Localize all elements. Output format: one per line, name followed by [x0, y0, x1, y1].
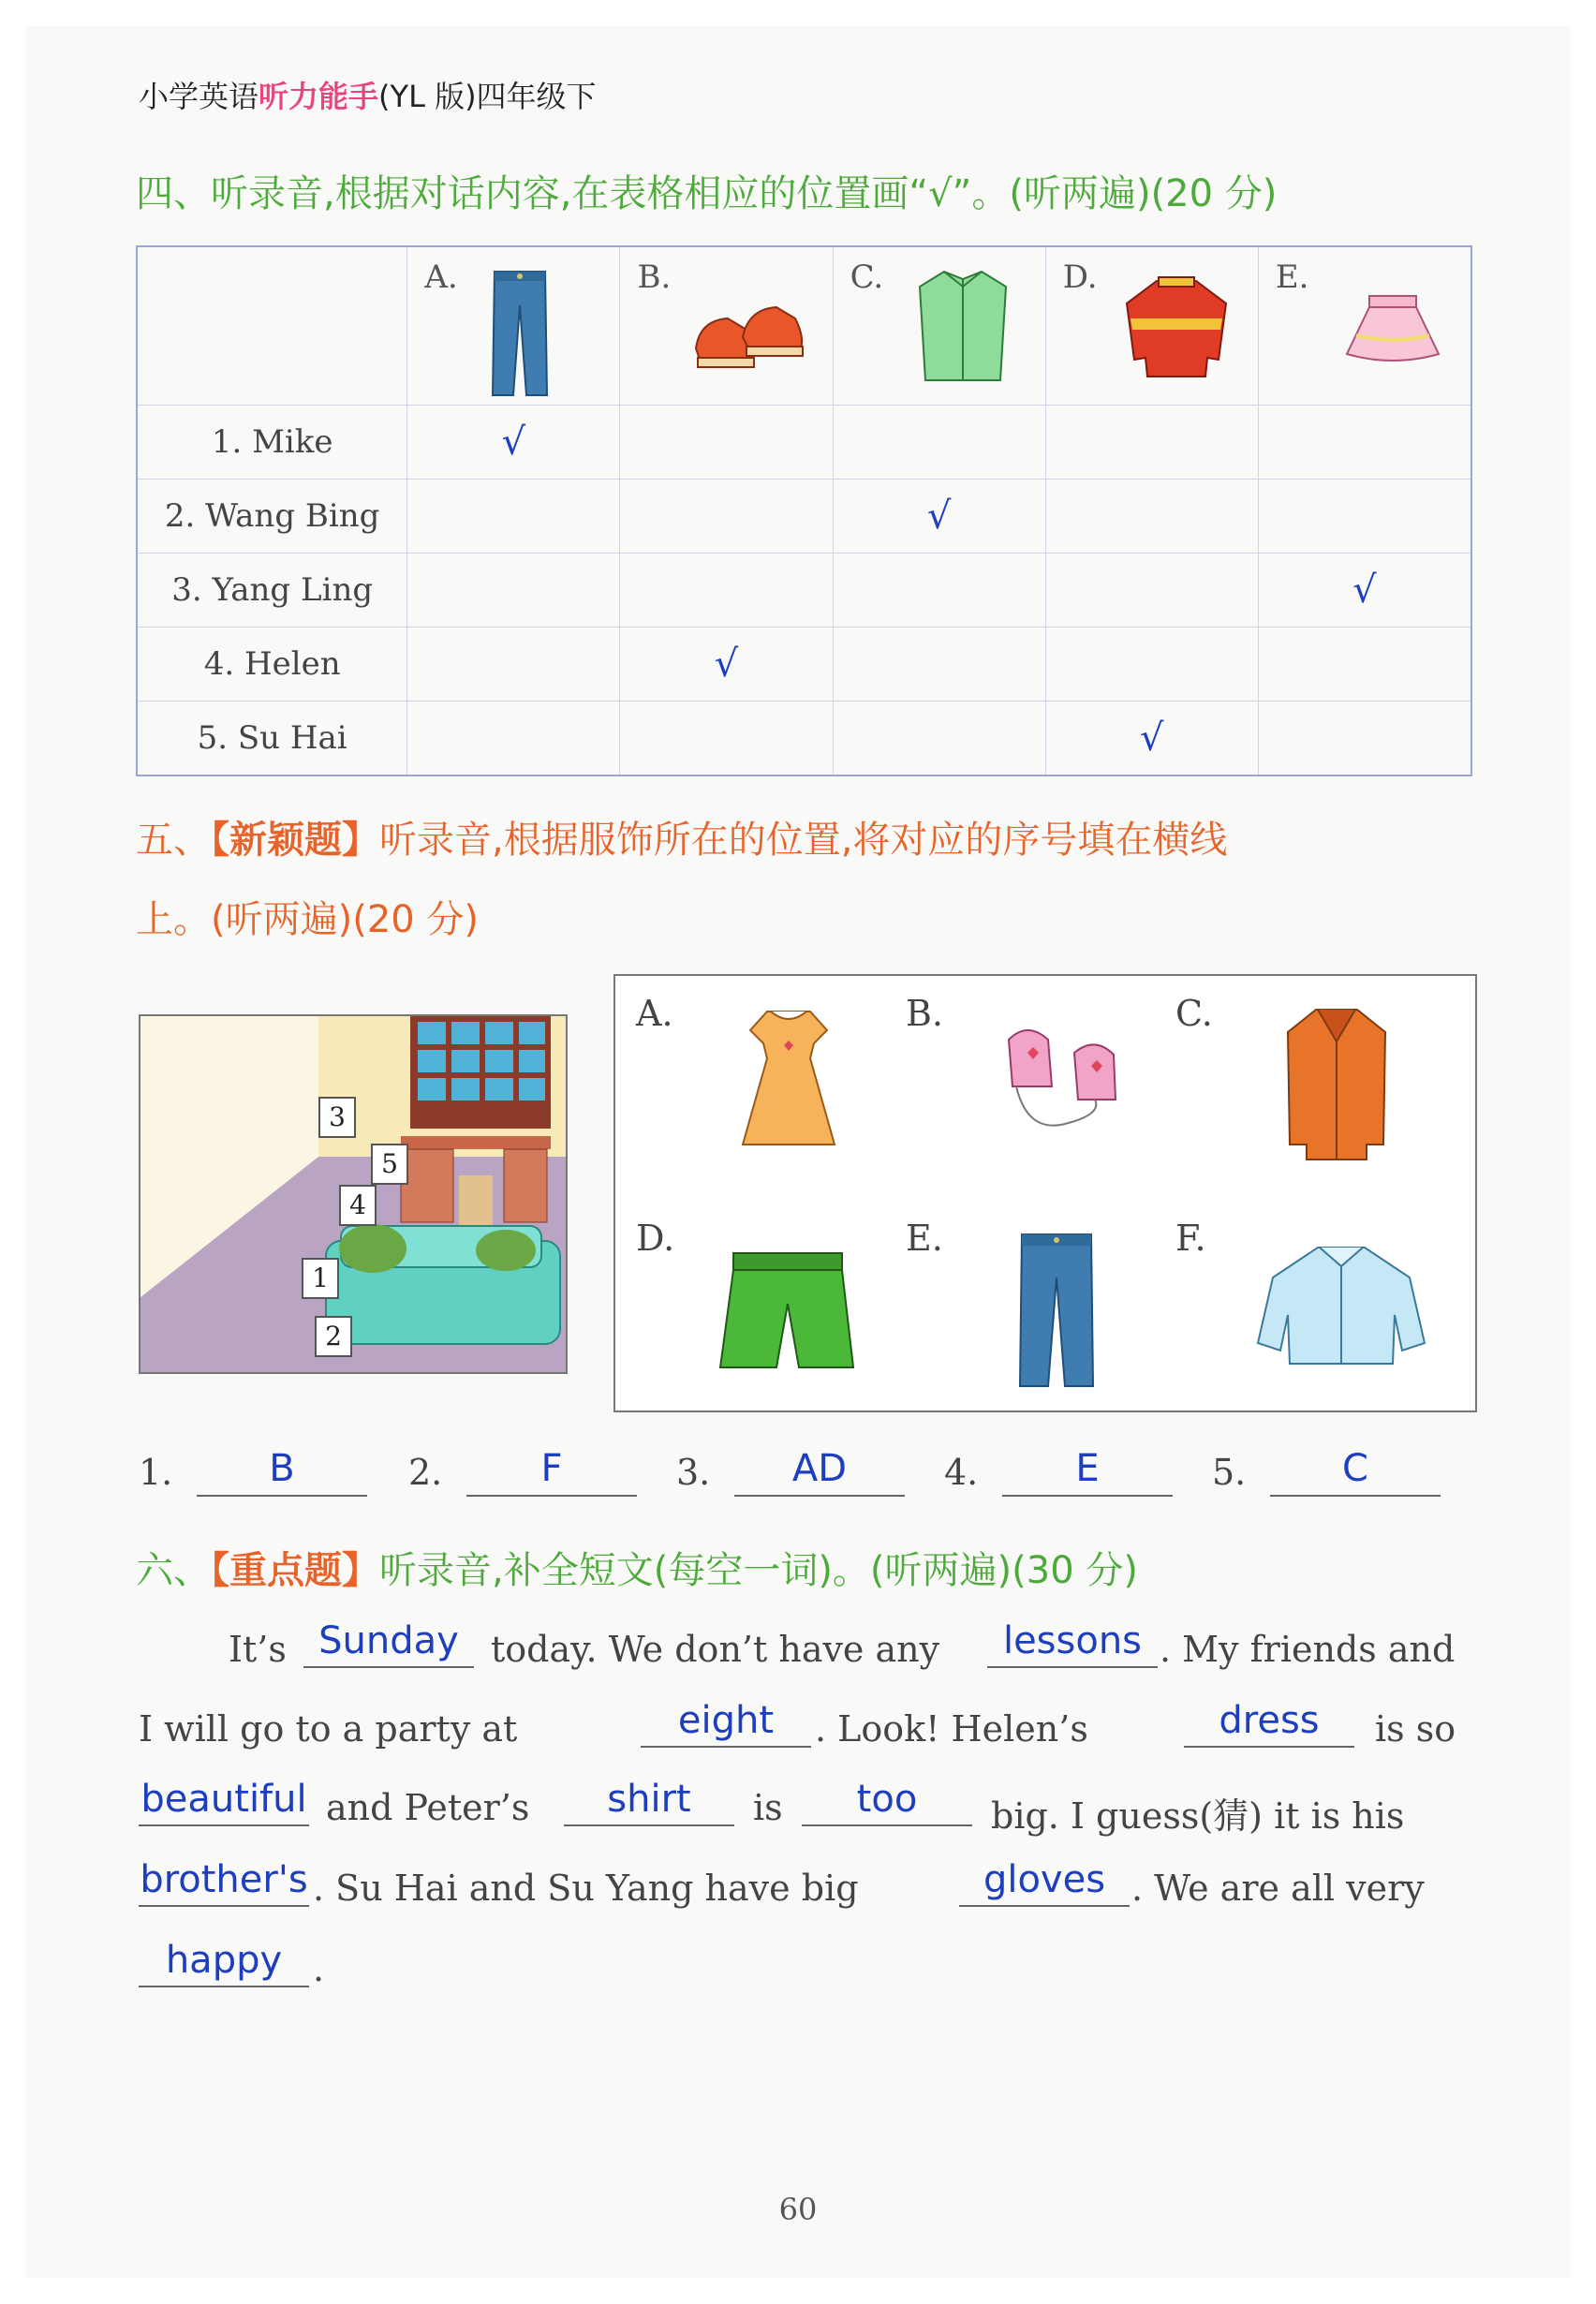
passage-text: .	[313, 1948, 325, 1989]
room-number-box: 4	[339, 1185, 377, 1226]
passage-blank[interactable]: gloves	[959, 1854, 1130, 1907]
option-label: C.	[1175, 993, 1213, 1034]
room-number-box: 5	[371, 1144, 408, 1185]
passage-text: . Look! Helen’s	[815, 1708, 1088, 1750]
tick-mark: √	[501, 421, 526, 464]
column-label: D.	[1062, 258, 1098, 296]
section5-answers	[139, 1442, 1469, 1499]
room-picture	[139, 1014, 568, 1374]
section5-title-line2: 上。(听两遍)(20 分)	[136, 898, 480, 941]
answer-number: 4.	[944, 1452, 979, 1493]
passage-blank[interactable]: too	[802, 1774, 972, 1826]
answer-cell	[407, 480, 620, 554]
answer-cell	[1258, 702, 1471, 776]
column-label: B.	[637, 258, 672, 296]
option-label: A.	[636, 993, 673, 1034]
answer-cell	[620, 628, 833, 702]
answer-cell	[833, 480, 1045, 554]
answer-cell	[620, 702, 833, 776]
dress-icon	[737, 1002, 840, 1152]
passage-line	[139, 1854, 1478, 1920]
section4-table	[136, 245, 1472, 776]
option-label: E.	[906, 1218, 943, 1259]
shorts-icon	[713, 1248, 863, 1379]
passage-text: and Peter’s	[326, 1787, 530, 1828]
room-number-box: 3	[318, 1097, 356, 1138]
passage-blank[interactable]: beautiful	[139, 1774, 309, 1826]
passage-blank[interactable]: shirt	[564, 1774, 734, 1826]
passage-blank[interactable]: dress	[1184, 1695, 1354, 1748]
column-label: C.	[850, 258, 884, 296]
passage-text: It’s	[229, 1629, 287, 1670]
tick-mark: √	[1352, 569, 1377, 612]
answer-blank[interactable]: AD	[734, 1442, 905, 1497]
sweater-icon	[1121, 275, 1232, 380]
answer-cell	[833, 554, 1045, 628]
table-row	[137, 406, 1471, 480]
book-header	[139, 73, 597, 116]
passage-blank[interactable]: eight	[641, 1695, 811, 1748]
shirt-icon	[916, 268, 1010, 388]
option-label: B.	[906, 993, 944, 1034]
coat-icon	[1280, 1004, 1393, 1163]
table-row	[137, 480, 1471, 554]
section6-title-text: 听录音,补全短文(每空一词)。(听两遍)(30 分)	[379, 1549, 1138, 1592]
passage-text: is	[753, 1787, 783, 1828]
tick-mark: √	[926, 495, 952, 538]
header-prefix: 小学英语	[139, 79, 259, 114]
answer-cell	[833, 406, 1045, 480]
passage-text: big. I guess(猜) it is his	[991, 1795, 1405, 1837]
passage-text: . We are all very	[1131, 1868, 1425, 1909]
answer-cell	[1258, 406, 1471, 480]
column-d	[1045, 246, 1258, 406]
answer-number: 1.	[139, 1452, 173, 1493]
jeans-icon	[1014, 1231, 1099, 1390]
student-name: 2. Wang Bing	[137, 480, 407, 554]
answer-cell	[833, 628, 1045, 702]
passage-line	[139, 1774, 1478, 1839]
answer-cell	[407, 554, 620, 628]
answer-blank[interactable]: F	[466, 1442, 637, 1497]
answer-blank[interactable]: E	[1002, 1442, 1173, 1497]
answer-cell	[1045, 480, 1258, 554]
passage-text: I will go to a party at	[139, 1708, 518, 1750]
student-name: 1. Mike	[137, 406, 407, 480]
section4-title: 四、听录音,根据对话内容,在表格相应的位置画“√”。(听两遍)(20 分)	[136, 172, 1278, 215]
tick-mark: √	[714, 642, 739, 686]
answer-cell	[620, 406, 833, 480]
column-a	[407, 246, 620, 406]
answer-blank[interactable]: B	[197, 1442, 367, 1497]
table-row	[137, 628, 1471, 702]
section5-prefix: 五、	[136, 819, 211, 862]
page-number: 60	[778, 2192, 818, 2227]
room-number-box: 1	[302, 1258, 339, 1299]
answer-cell	[1045, 406, 1258, 480]
passage-line	[139, 1695, 1478, 1761]
clothes-options-box	[613, 974, 1477, 1412]
answer-cell	[620, 480, 833, 554]
passage-text: is so	[1375, 1708, 1456, 1750]
column-label: E.	[1275, 258, 1309, 296]
passage-blank[interactable]: Sunday	[303, 1616, 474, 1668]
column-e	[1258, 246, 1471, 406]
column-c	[833, 246, 1045, 406]
table-row	[137, 702, 1471, 776]
option-label: F.	[1175, 1218, 1206, 1259]
answer-cell	[407, 628, 620, 702]
student-name: 4. Helen	[137, 628, 407, 702]
section6-title	[136, 1541, 1138, 1594]
student-name: 5. Su Hai	[137, 702, 407, 776]
column-label: A.	[424, 258, 458, 296]
table-row	[137, 554, 1471, 628]
table-corner-cell	[137, 246, 407, 406]
section6-prefix: 六、	[136, 1549, 211, 1592]
jacket-icon	[1252, 1240, 1430, 1371]
section6-tag: 【重点题】	[211, 1549, 379, 1592]
answer-cell	[1045, 702, 1258, 776]
passage-line	[139, 1616, 1478, 1681]
answer-cell	[620, 554, 833, 628]
tick-mark: √	[1140, 716, 1164, 760]
room-number-box: 2	[315, 1316, 352, 1357]
column-b	[620, 246, 833, 406]
student-name: 3. Yang Ling	[137, 554, 407, 628]
passage-text: . My friends and	[1160, 1629, 1456, 1670]
passage-blank[interactable]: happy	[139, 1935, 309, 1987]
table-header-row	[137, 246, 1471, 406]
answer-cell	[407, 406, 620, 480]
header-brand: 听力能手	[259, 79, 379, 114]
mittens-icon	[990, 1021, 1140, 1143]
answer-number: 5.	[1212, 1452, 1247, 1493]
section5-title-text: 听录音,根据服饰所在的位置,将对应的序号填在横线	[379, 819, 1228, 862]
option-label: D.	[636, 1218, 675, 1259]
passage-text: . Su Hai and Su Yang have big	[313, 1868, 859, 1909]
answer-cell	[1045, 628, 1258, 702]
answer-number: 2.	[408, 1452, 443, 1493]
passage-text: today. We don’t have any	[491, 1629, 940, 1670]
answer-cell	[1045, 554, 1258, 628]
passage-line	[139, 1935, 1478, 2001]
passage-blank[interactable]: lessons	[987, 1616, 1158, 1668]
section5-tag: 【新颖题】	[211, 819, 379, 862]
answer-cell	[1258, 628, 1471, 702]
answer-blank[interactable]: C	[1270, 1442, 1441, 1497]
answer-cell	[407, 702, 620, 776]
header-suffix: (YL 版)四年级下	[378, 79, 597, 114]
answer-cell	[833, 702, 1045, 776]
answer-number: 3.	[676, 1452, 711, 1493]
skirt-icon	[1341, 292, 1444, 367]
sneakers-icon	[690, 292, 812, 381]
answer-cell	[1258, 480, 1471, 554]
jeans-icon	[487, 268, 553, 397]
answer-cell	[1258, 554, 1471, 628]
passage-blank[interactable]: brother's	[139, 1854, 309, 1907]
section5-title-line1	[136, 810, 1227, 864]
